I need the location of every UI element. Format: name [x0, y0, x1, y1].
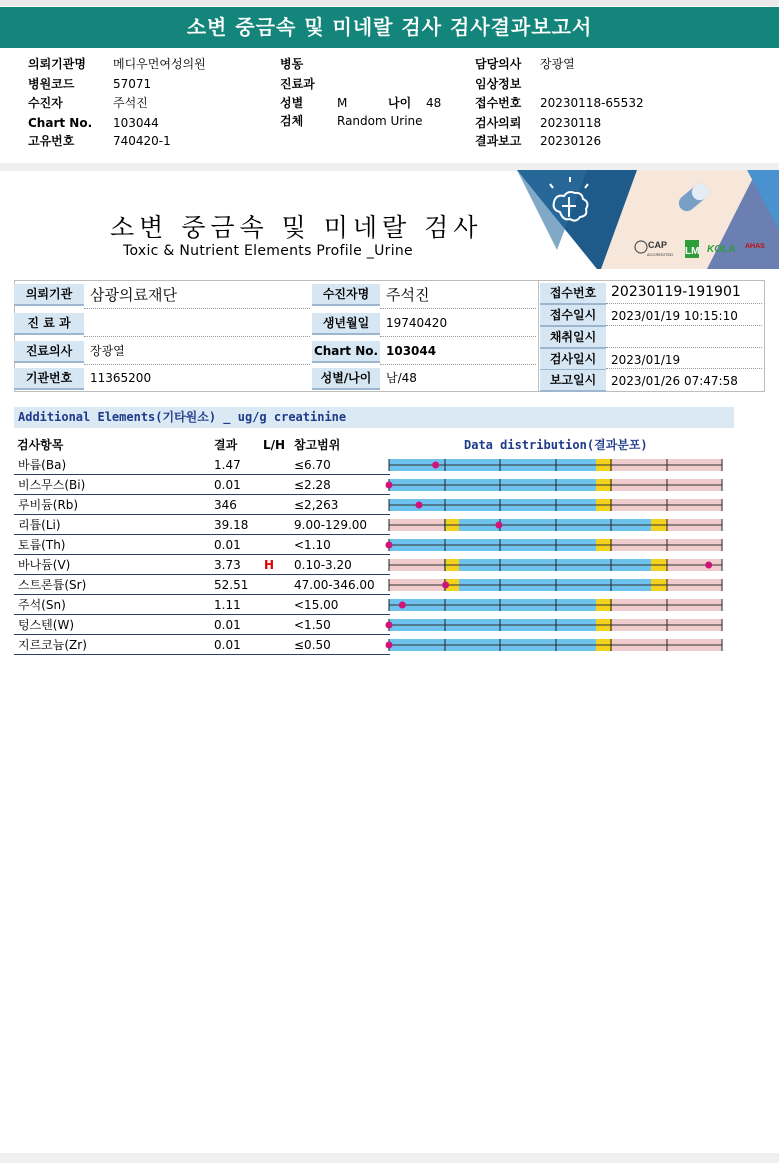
header-value: 48: [426, 96, 442, 110]
col-header-item: 검사항목: [17, 438, 64, 452]
info-value: 2023/01/19: [611, 353, 681, 367]
item-result: 52.51: [214, 578, 249, 592]
header-label: 나이: [388, 96, 412, 110]
header-label: 의뢰기관명: [28, 57, 86, 71]
item-reference: 9.00-129.00: [294, 518, 368, 532]
header-label: 검체: [280, 114, 304, 128]
result-marker: [386, 622, 393, 629]
item-name: 바나듐(V): [18, 558, 71, 572]
item-name: 루비듐(Rb): [18, 498, 79, 512]
item-result: 0.01: [214, 538, 241, 552]
info-label: 의뢰기관: [14, 284, 84, 306]
item-result: 346: [214, 498, 237, 512]
header-value: 20230126: [540, 134, 602, 148]
header-label: Chart No.: [28, 116, 93, 130]
ahas-logo: AHAS: [745, 243, 765, 250]
item-reference: 47.00-346.00: [294, 578, 375, 592]
item-result: 0.01: [214, 478, 241, 492]
header-label: 수진자: [28, 96, 63, 110]
item-name: 주석(Sn): [18, 598, 66, 612]
info-value: 11365200: [90, 371, 152, 385]
info-value: 2023/01/26 07:47:58: [611, 374, 738, 388]
header-label: 결과보고: [475, 134, 522, 148]
item-reference: <1.10: [294, 538, 331, 552]
item-name: 토륨(Th): [18, 538, 66, 552]
result-marker: [386, 542, 393, 549]
item-reference: ≤6.70: [294, 458, 331, 472]
info-label: 보고일시: [540, 370, 606, 392]
info-label: 검사일시: [540, 349, 606, 371]
info-value: 삼광의료재단: [90, 286, 177, 304]
info-value: 2023/01/19 10:15:10: [611, 309, 738, 323]
info-value: 장광열: [90, 344, 125, 358]
col-header-distribution: Data distribution(결과분포): [464, 438, 648, 452]
col-header-ref: 참고범위: [294, 438, 341, 452]
header-label: 고유번호: [28, 134, 75, 148]
item-reference: 0.10-3.20: [294, 558, 352, 572]
report-title-en: Toxic & Nutrient Elements Profile _Urine: [123, 243, 413, 259]
item-reference: <15.00: [294, 598, 339, 612]
header-value: 103044: [113, 116, 159, 130]
info-label: 진료의사: [14, 341, 84, 363]
info-value: 주석진: [386, 286, 430, 304]
item-name: 스트론튬(Sr): [18, 578, 87, 592]
report-title-kr: 소변 중금속 및 미네랄 검사: [110, 213, 483, 242]
info-label: 기관번호: [14, 368, 84, 390]
info-value: 103044: [386, 344, 437, 358]
footer-strip: [0, 1153, 779, 1163]
info-label: 생년월일: [312, 313, 380, 335]
result-marker: [442, 582, 449, 589]
result-marker: [705, 562, 712, 569]
info-value: 20230119-191901: [611, 284, 741, 300]
info-label: 접수일시: [540, 305, 606, 327]
item-name: 비스무스(Bi): [18, 478, 86, 492]
item-flag: H: [264, 558, 275, 572]
header-value: 장광열: [540, 57, 575, 71]
item-name: 텅스텐(W): [18, 618, 75, 632]
header-label: 진료과: [280, 77, 315, 91]
header-value: 20230118-65532: [540, 96, 644, 110]
kola-logo: KOLA: [707, 244, 736, 255]
header-label: 접수번호: [475, 96, 522, 110]
info-label: 진 료 과: [14, 313, 84, 335]
report-title: 소변 중금속 및 미네랄 검사 검사결과보고서: [186, 15, 593, 39]
lm-logo: LM: [685, 246, 700, 257]
item-result: 1.47: [214, 458, 241, 472]
item-result: 3.73: [214, 558, 241, 572]
result-marker: [399, 602, 406, 609]
info-value: 19740420: [386, 316, 448, 330]
header-label: 성별: [280, 96, 304, 110]
item-reference: <1.50: [294, 618, 331, 632]
info-label: 성별/나이: [312, 368, 380, 390]
col-header-result: 결과: [214, 438, 238, 452]
item-name: 지르코늄(Zr): [18, 638, 87, 652]
info-label: 접수번호: [540, 283, 606, 305]
cap-logo: CAP: [648, 240, 668, 250]
header-value: 20230118: [540, 116, 602, 130]
item-result: 39.18: [214, 518, 249, 532]
item-result: 1.11: [214, 598, 241, 612]
result-marker: [432, 462, 439, 469]
result-marker: [386, 482, 393, 489]
cap-sub: ACCREDITED: [647, 252, 674, 257]
item-reference: ≤2,263: [294, 498, 339, 512]
header-value: 740420-1: [113, 134, 171, 148]
header-label: 검사의뢰: [475, 116, 522, 130]
item-result: 0.01: [214, 618, 241, 632]
header-label: 임상정보: [475, 77, 522, 91]
result-marker: [495, 522, 502, 529]
item-reference: ≤2.28: [294, 478, 331, 492]
info-label: Chart No.: [312, 341, 380, 363]
info-value: 남/48: [386, 371, 417, 385]
header-value: 57071: [113, 77, 152, 91]
header-label: 담당의사: [475, 57, 522, 71]
item-name: 리튬(Li): [18, 518, 61, 532]
info-label: 채취일시: [540, 327, 606, 349]
header-label: 병동: [280, 57, 304, 71]
result-marker: [386, 642, 393, 649]
header-value: M: [337, 96, 348, 110]
header-value: 주석진: [113, 96, 148, 110]
item-name: 바륨(Ba): [18, 458, 67, 472]
header-label: 병원코드: [28, 77, 75, 91]
result-marker: [415, 502, 422, 509]
header-value: Random Urine: [337, 114, 423, 128]
section-title: Additional Elements(기타원소) _ ug/g creatinine: [14, 407, 734, 428]
item-result: 0.01: [214, 638, 241, 652]
info-label: 수진자명: [312, 284, 380, 306]
item-reference: ≤0.50: [294, 638, 331, 652]
col-header-lh: L/H: [263, 438, 286, 452]
header-value: 메디우먼여성의원: [113, 57, 206, 71]
